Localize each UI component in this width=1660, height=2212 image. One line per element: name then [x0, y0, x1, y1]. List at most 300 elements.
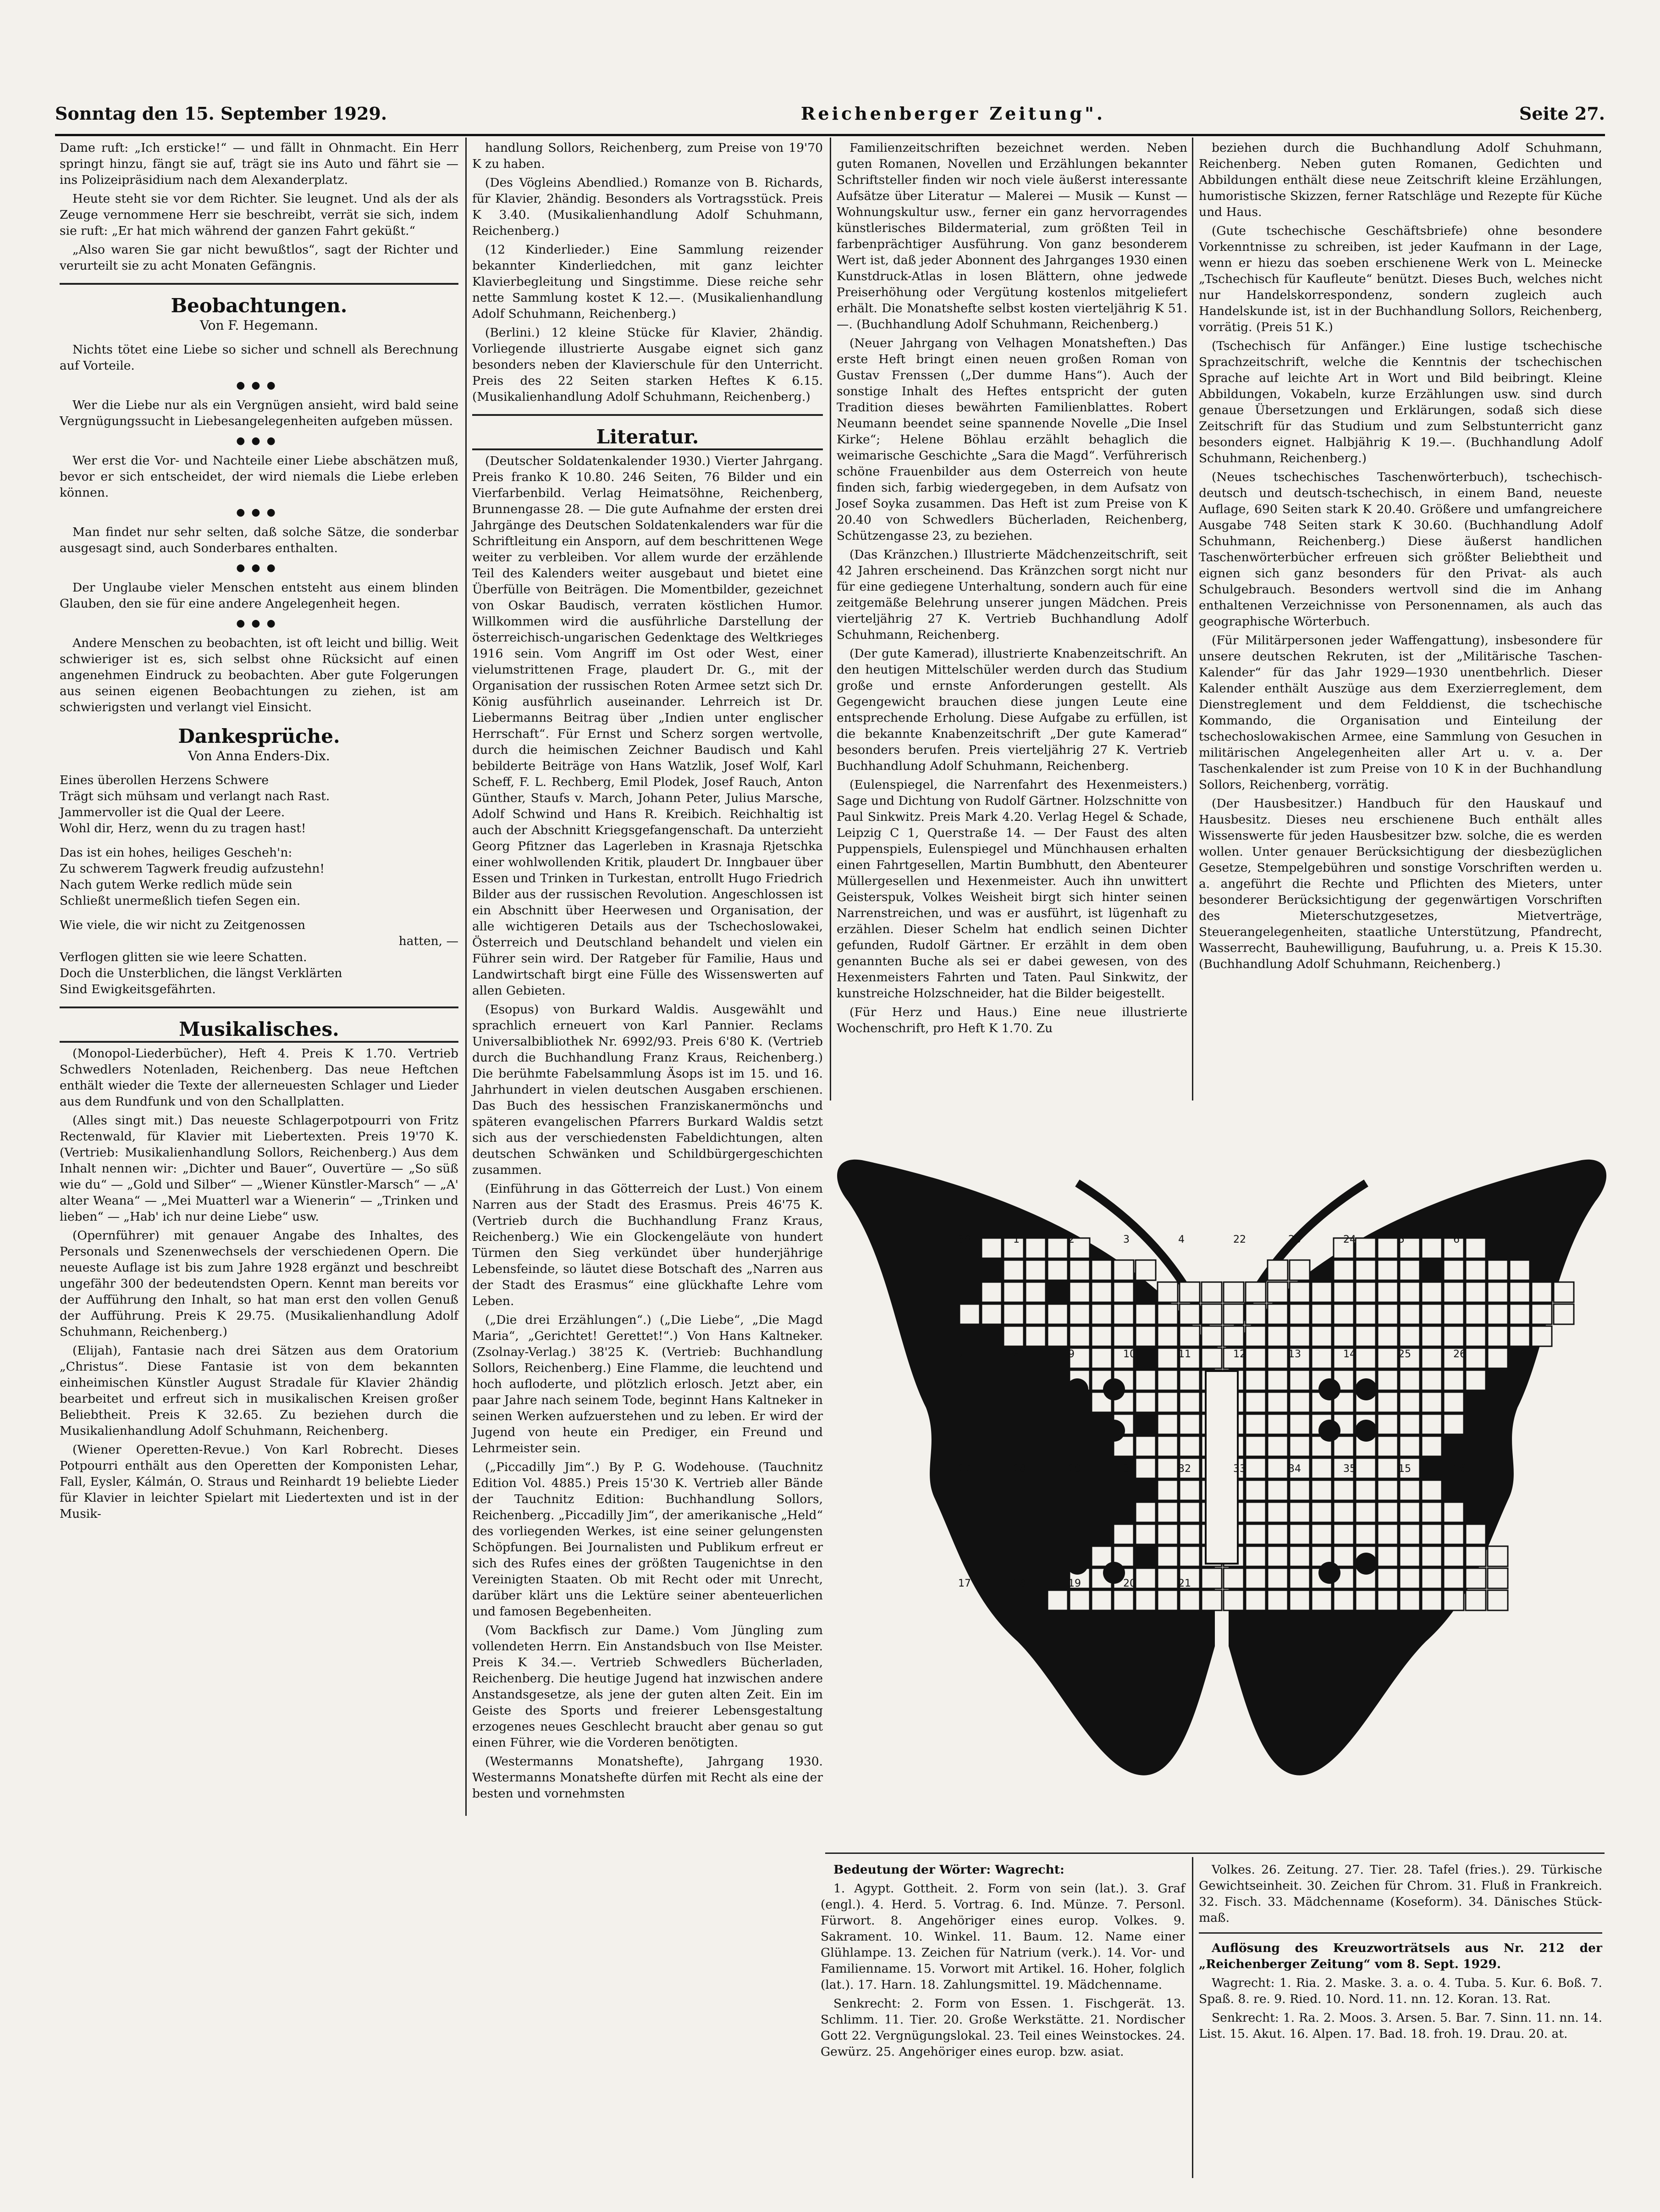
crossword-cell	[1180, 1546, 1200, 1566]
notice-item: (Der gute Kamerad), illustrierte Knabenzeitschrift. An den heutigen Mittelschüler werden durch das Studium große und ernste Anforderungen gestellt. Als Gegengewicht brauchen diese jungen Leute eine entsprechende Erholung. Diese Aufgabe zu erfüllen, ist die bekannte Knabenzeitschrift „Der gute Kamerad“ besonders berufen. Preis vierteljährig 27 K. Vertrieb Buchhandlung Adolf Schuhmann, Reichenberg.	[837, 647, 1187, 773]
crossword-cell	[1400, 1502, 1420, 1522]
aphorism-list	[60, 342, 458, 715]
music-notices	[60, 1045, 458, 1522]
crossword-cell	[1312, 1282, 1332, 1302]
crossword-cell	[1356, 1480, 1376, 1500]
notice-item: beziehen durch die Buchhandlung Adolf Schuhmann, Reichenberg. Neben guten Romanen, Gedichten und Abbildungen enthält diese neue Zeitschrift kleine Erzählungen, humoristische Skizzen, ferner Ratschläge und Rezepte für Küche und Haus.	[1199, 141, 1602, 219]
wing-spot	[1318, 1420, 1340, 1442]
crossword-cell	[1466, 1304, 1486, 1324]
crossword-cell	[1422, 1282, 1442, 1302]
crossword-cell	[1466, 1326, 1486, 1346]
crossword-cell	[1422, 1370, 1442, 1390]
cell-number: 35	[1343, 1463, 1356, 1475]
wing-spot	[1318, 1378, 1340, 1400]
crossword-cell	[1510, 1282, 1530, 1302]
crossword-cell	[1180, 1370, 1200, 1390]
crossword-cell	[1158, 1370, 1178, 1390]
wing-spot	[1066, 1420, 1088, 1442]
crossword-cell	[1356, 1502, 1376, 1522]
crossword-cell	[1268, 1304, 1288, 1324]
section-title-beobachtungen: Beobachtungen.	[171, 294, 347, 317]
crossword-cell	[1180, 1282, 1200, 1302]
crossword-cell	[1290, 1524, 1310, 1544]
crossword-cell	[1290, 1436, 1310, 1456]
cell-number: 11	[1178, 1349, 1191, 1360]
poem-line: hatten, —	[398, 934, 458, 948]
crossword-cell	[1092, 1260, 1112, 1280]
crossword-cell	[1268, 1282, 1288, 1302]
crossword-cell	[1092, 1326, 1112, 1346]
crossword-cell	[1488, 1568, 1508, 1588]
notice-item: (Wiener Operetten-Revue.) Von Karl Robrecht. Dieses Potpourri enthält aus den Operetten der Komponisten Lehar, Fall, Eysler, Kálmán, O. Straus und Reinhardt 19 beliebte Lieder für Klavier in leichter Spielart mit Liedertexten und ist in der Musik-	[60, 1443, 458, 1521]
page-header	[55, 103, 1605, 131]
notice-item: (Westermanns Monatshefte), Jahrgang 1930. Westermanns Monatshefte dürfen mit Recht als eine der besten und vornehmsten	[472, 1754, 823, 1801]
crossword-cell	[1158, 1502, 1178, 1522]
crossword-cell	[1444, 1414, 1464, 1434]
crossword-cell	[1092, 1304, 1112, 1324]
column-3	[837, 140, 1187, 1039]
column-2	[472, 140, 823, 1804]
notice-item: („Piccadilly Jim“.) By P. G. Wodehouse. (Tauchnitz Edition Vol. 4885.) Preis 15'30 K. Vertrieb aller Bände der Tauchnitz Edition: Buchhandlung Sollors, Reichenberg. „Piccadilly Jim“, der amerikanische „Held“ des vorliegenden Werkes, ist eine seiner gelungensten Schöpfungen. Bei Journalisten und Publikum erfreut er sich des Rufes eines der größten Taugenichtse in den Vereinigten Staaten. Ob mit Recht oder mit Unrecht, darüber klärt uns die Lektüre seiner abenteuerlichen und famosen Begebenheiten.	[472, 1460, 823, 1619]
crossword-cell	[1224, 1568, 1244, 1588]
crossword-cell	[1158, 1524, 1178, 1544]
notice-item: (Vom Backfisch zur Dame.) Vom Jüngling zum vollendeten Herrn. Ein Anstandsbuch von Ilse Meister. Preis K 34.—. Vertrieb Schwedlers Bücherladen, Reichenberg. Die heutige Jugend hat inzwischen andere Anstandsgesetze, als jene der guten alten Zeit. Ein im Geiste des Sports und freierer Lebensgestaltung erzogenes neues Geschlecht braucht aber genau so gut einen Führer, wie die Vorderen benötigten.	[472, 1623, 823, 1750]
crossword-cell	[1202, 1590, 1222, 1610]
crossword-cell	[1136, 1502, 1156, 1522]
wing-spot	[1066, 1378, 1088, 1400]
crossword-cell	[1158, 1282, 1178, 1302]
wing-spot	[1103, 1420, 1125, 1442]
clues-down-cont: Volkes. 26. Zeitung. 27. Tier. 28. Tafel (fries.). 29. Türkische Gewichtseinheit. 30. Zeichen für Chrom. 31. Fluß in Frankreich. 32. Fisch. 33. Mädchenname (Koseform). 34. Dänisches Stück-maß.	[1199, 1863, 1602, 1925]
crossword-cell	[1378, 1260, 1398, 1280]
wing-spot	[1355, 1420, 1377, 1442]
crossword-cell	[1444, 1546, 1464, 1566]
crossword-cell	[1334, 1282, 1354, 1302]
crossword-cell	[1158, 1414, 1178, 1434]
poem	[60, 772, 458, 997]
poem-line: Sind Ewigkeitsgefährten.	[60, 982, 216, 996]
crossword-cell	[1070, 1282, 1090, 1302]
crossword-cell	[1246, 1370, 1266, 1390]
crossword-cell	[1026, 1326, 1046, 1346]
column-divider	[830, 138, 831, 1100]
cell-number: 9	[1068, 1349, 1075, 1360]
crossword-cell	[1224, 1326, 1244, 1346]
crossword-cell	[1246, 1282, 1266, 1302]
crossword-cell	[1180, 1590, 1200, 1610]
crossword-cell	[1444, 1568, 1464, 1588]
crossword-cell	[1136, 1260, 1156, 1280]
cell-number: 18	[1013, 1578, 1026, 1589]
crossword-cell	[1158, 1546, 1178, 1566]
notice-item: (Einführung in das Götterreich der Lust.) Von einem Narren aus der Stadt des Erasmus. Preis 46'75 K. (Vertrieb durch die Buchhandlung Franz Kraus, Reichenberg.) Wie ein Glockengeläute von hundert Türmen den Sieg verkündet über hunderjährige Lebensfeinde, so läutet diese Botschaft des „Narren aus der Stadt des Erasmus“ eine glückhafte Lehre vom Leben.	[472, 1182, 823, 1308]
crossword-cell	[1246, 1326, 1266, 1346]
crossword-cell	[1136, 1304, 1156, 1324]
crossword-cell	[1312, 1502, 1332, 1522]
solution-down: Senkrecht: 1. Ra. 2. Moos. 3. Arsen. 5. Bar. 7. Sinn. 11. nn. 14. List. 15. Akut. 16. Alpen. 17. Bad. 18. froh. 19. Drau. 20. at.	[1199, 2011, 1602, 2041]
crossword-cell	[1488, 1348, 1508, 1368]
crossword-cell	[1312, 1480, 1332, 1500]
crossword-cell	[1268, 1370, 1288, 1390]
crossword-cell	[1378, 1238, 1398, 1258]
crossword-cell	[1356, 1590, 1376, 1610]
notice-item: (Neuer Jahrgang von Velhagen Monatsheften.) Das erste Heft bringt einen neuen großen Roman von Gustav Frenssen („Der dumme Hans“). Auch der sonstige Inhalt des Heftes entspricht der guten Tradition dieses bewährten Familienblattes. Robert Neumann beendet seine spannende Novelle „Die Insel Kirke“; Helene Böhlau erzählt behaglich die weimarische Geschichte „Sara die Magd“. Verführerisch schöne Frauenbilder aus dem Osterreich von heute finden sich, farbig wiedergegeben, in dem Aufsatz von Josef Soyka zusammen. Das Heft ist zum Preise von K 20.40 von Schwedlers Bücherladen, Reichenberg, Schützengasse 23, zu beziehen.	[837, 336, 1187, 543]
crossword-cell	[1334, 1304, 1354, 1324]
crossword-cell	[1114, 1304, 1134, 1324]
crossword-cell	[1356, 1524, 1376, 1544]
crossword-cell	[1444, 1304, 1464, 1324]
column-divider	[465, 138, 467, 1816]
wing-spot	[1103, 1378, 1125, 1400]
cell-number: 10	[1123, 1349, 1136, 1360]
poem-line: Das ist ein hohes, heiliges Gescheh'n:	[60, 846, 292, 860]
notice-item: (Der Hausbesitzer.) Handbuch für den Hauskauf und Hausbesitz. Dieses neu erschienene Buch enthält alles Wissenswerte für jeden Hausbesitzer bzw. solche, die es werden wollen. Unter genauer Berücksichtigung der diesbezüglichen Gesetze, Stempelgebühren und sonstige Vorschriften werden u. a. angeführt die Rechte und Pflichten des Mieters, unter besonderer Berücksichtigung der gegenwärtigen Vorschriften des Mieterschutzgesetzes, Mietverträge, Steuerangelegenheiten, staatliche Unterstützung, Pfandrecht, Wasserrecht, Bauhewilligung, Baufuhrung, u. a. Preis K 15.30. (Buchhandlung Adolf Schuhmann, Reichenberg.)	[1199, 796, 1602, 971]
crossword-cell	[1378, 1568, 1398, 1588]
crossword-cell	[1224, 1282, 1244, 1302]
crossword-cell	[1400, 1260, 1420, 1280]
column-1	[60, 140, 458, 1525]
byline: Von F. Hegemann.	[199, 318, 318, 333]
solution-across: Wagrecht: 1. Ria. 2. Maske. 3. a. o. 4. Tuba. 5. Kur. 6. Boß. 7. Spaß. 8. re. 9. Ried. 10. Nord. 11. nn. 12. Koran. 13. Rat.	[1199, 1976, 1602, 2006]
crossword-cell	[1158, 1348, 1178, 1368]
crossword-cell	[1466, 1546, 1486, 1566]
puzzle-clues	[821, 1862, 1185, 2063]
crossword-cell	[1400, 1546, 1420, 1566]
notice-item: Man findet nur sehr selten, daß solche Sätze, die sonderbar ausgesagt sind, auch Sonderbares enthalten.	[60, 525, 458, 555]
separator-dots: ●●●	[236, 562, 282, 574]
crossword-cell	[1004, 1304, 1024, 1324]
puzzle-clues-cont	[1199, 1862, 1602, 2045]
crossword-cell	[1400, 1524, 1420, 1544]
crossword-cell	[1378, 1348, 1398, 1368]
crossword-cell	[1356, 1458, 1376, 1478]
notice-item: (Gute tschechische Geschäftsbriefe) ohne besondere Vorkenntnisse zu schreiben, ist jeder Kaufmann in der Lage, wenn er hiezu das soeben erschienene Werk von L. Meinecke „Tschechisch für Kaufleute“ benützt. Dieses Buch, welches nicht nur Handelskorrespondenz, sondern zugleich auch Handelskunde ist, ist in der Buchhandlung Sollors, Reichenberg, vorrätig. (Preis 51 K.)	[1199, 224, 1602, 334]
crossword-cell	[1268, 1458, 1288, 1478]
poem-line: Verflogen glitten sie wie leere Schatten.	[60, 950, 307, 964]
crossword-cell	[1334, 1260, 1354, 1280]
crossword-cell	[1290, 1568, 1310, 1588]
crossword-cell	[1532, 1282, 1552, 1302]
crossword-cell	[960, 1304, 980, 1324]
crossword-cell	[1268, 1546, 1288, 1566]
crossword-cell	[1180, 1436, 1200, 1456]
crossword-cell	[1444, 1502, 1464, 1522]
crossword-cell	[1246, 1546, 1266, 1566]
masthead: Reichenberger Zeitung".	[800, 103, 1106, 124]
crossword-cell	[1422, 1392, 1442, 1412]
crossword-cell	[1268, 1568, 1288, 1588]
crossword-cell	[1136, 1392, 1156, 1412]
notice-item: (Für Militärpersonen jeder Waffengattung), insbesondere für unsere deutschen Rekruten, ist der „Militärische Taschen-Kalender“ für das Jahr 1929—1930 unentbehrlich. Dieser Kalender enthält Auszüge aus dem Exerzierreglement, dem Dienstreglement und dem Felddienst, die tschechische Kommando, die Organisation und Einteilung der tschechoslowakischen Armee, eine Sammlung von Gesuchen in militärischen Angelegenheiten aller Art u. v. a. Der Taschenkalender ist zum Preise von 10 K in der Buchhandlung Sollors, Reichenberg, vorrätig.	[1199, 633, 1602, 792]
crossword-cell	[1422, 1326, 1442, 1346]
crossword-cell	[1114, 1326, 1134, 1346]
crossword-cell	[1356, 1326, 1376, 1346]
crossword-cell	[1290, 1546, 1310, 1566]
crossword-cell	[1246, 1304, 1266, 1324]
crossword-cell	[1092, 1590, 1112, 1610]
notice-item: (Neues tschechisches Taschenwörterbuch), tschechisch-deutsch und deutsch-tschechisch, in einem Band, neueste Auflage, 690 Seiten stark K 20.40. Größere und umfangreichere Ausgabe 748 Seiten stark K 30.60. (Buchhandlung Adolf Schuhmann, Reichenberg.) Diese äußerst handlichen Taschenwörterbücher erfreuen sich größter Beliebtheit und eignen sich ganz besonders für den Privat- als auch Schulgebrauch. Besonders wertvoll sind die im Anhang enthaltenen Verzeichnisse von Personennamen, als auch das geographische Wörterbuch.	[1199, 470, 1602, 629]
clue-heading: Bedeutung der Wörter: Wagrecht:	[833, 1863, 1064, 1877]
crossword-cell	[1400, 1370, 1420, 1390]
crossword-cell	[1378, 1458, 1398, 1478]
crossword-cell	[1026, 1260, 1046, 1280]
crossword-cell	[1202, 1326, 1222, 1346]
crossword-cell	[1114, 1590, 1134, 1610]
crossword-cell	[1290, 1502, 1310, 1522]
poem-stanza	[60, 917, 458, 997]
crossword-cell	[1136, 1326, 1156, 1346]
crossword-cell	[1422, 1414, 1442, 1434]
cell-number: 12	[1233, 1349, 1246, 1360]
crossword-cell	[1246, 1524, 1266, 1544]
cell-number: 32	[1178, 1463, 1191, 1475]
crossword-cell	[1070, 1590, 1090, 1610]
crossword-cell	[1334, 1480, 1354, 1500]
notice-item: (Deutscher Soldatenkalender 1930.) Vierter Jahrgang. Preis franko K 10.80. 246 Seiten, 76 Bilder und ein Vierfarbenbild. Verlag Heimatsöhne, Reichenberg, Brunnengasse 28. — Die gute Aufnahme der ersten drei Jahrgänge des Deutschen Soldatenkalenders war für die Schriftleitung ein Ansporn, auf dem beschrittenen Wege weiter zu verbleiben. Vor allem wurde der erzählende Teil des Kalenders weiter ausgebaut und bietet eine Überfülle von Beiträgen. Die Momentbilder, gezeichnet von Oskar Baudisch, verraten köstlichen Humor. Willkommen wird die ausführliche Darstellung der österreichisch-ungarischen Gedenktage des Weltkrieges 1916 sein. Vom Angriff im Ost oder West, einer vielumstrittenen Frage, plaudert Dr. G., mit der Organisation der russischen Roten Armee setzt sich Dr. König ausführlich auseinander. Lehrreich ist Dr. Liebermanns Beitrag über „Indien unter englischer Herrschaft“. Für Ernst und Scherz sorgen wertvolle, durch die heimischen Zeichner Baudisch und Kahl bebilderte Beiträge von Hans Watzlik, Josef Wolf, Karl Scheff, F. L. Rechberg, Emil Plodek, Josef Rauch, Anton Günther, Staufs v. March, Johann Peter, Julius Marsche, Adolf Schwind und Hans R. Kreibich. Reichhaltig ist auch der Abschnitt Kriegsgefangenschaft. Da unterzieht Georg Pfitzner das Lagerleben in Krasnaja Rjetschka einer wohlwollenden Kritik, plaudert Dr. Inngbauer über Essen und Trinken in Turkestan, entrollt Hugo Friedrich Bilder aus der russischen Revolution. Angeschlossen ist ein Abschnitt über Heerwesen und Organisation, der alle wichtigeren Details aus der Tschechoslowakei, Österreich und Deutschland behandelt und vielen ein Führer sein wird. Der Ratgeber für Familie, Haus und Landwirtschaft birgt eine Fülle des Wissenswerten auf allen Gebieten.	[472, 454, 823, 998]
section-rule	[472, 448, 823, 450]
story-paragraph: „Also waren Sie gar nicht bewußtlos“, sagt der Richter und verurteilt sie zu acht Monaten Gefängnis.	[60, 243, 458, 273]
story-paragraph: Heute steht sie vor dem Richter. Sie leugnet. Und als der als Zeuge vernommene Herr sie beschreibt, verrät sie sich, indem sie ruft: „Er hat mich während der ganzen Fahrt geküßt.“	[60, 192, 458, 238]
crossword-cell	[1444, 1590, 1464, 1610]
clues-down: Senkrecht: 2. Form von Essen. 1. Fischgerät. 13. Schlimm. 11. Tier. 20. Große Werkstätte. 21. Nordischer Gott 22. Vergnügungslokal. 23. Teil eines Weinstockes. 24. Gewürz. 25. Angehöriger eines europ. bzw. asiat.	[821, 1996, 1185, 2059]
crossword-cell	[1246, 1502, 1266, 1522]
cell-number: 27	[958, 1463, 971, 1475]
notice-item: handlung Sollors, Reichenberg, zum Preise von 19'70 K zu haben.	[472, 141, 823, 171]
notice-item: (12 Kinderlieder.) Eine Sammlung reizender bekannter Kinderliedchen, mit ganz leichter Klavierbegleitung und Singstimme. Diese reiche sehr nette Sammlung kostet K 12.—. (Musikalienhandlung Adolf Schuhmann, Reichenberg.)	[472, 243, 823, 321]
section-title-literatur: Literatur.	[596, 426, 699, 448]
crossword-cell	[1202, 1348, 1222, 1368]
poem-line: Jammervoller ist die Qual der Leere.	[60, 805, 285, 819]
crossword-cell	[1290, 1326, 1310, 1346]
crossword-cell	[1136, 1370, 1156, 1390]
crossword-cell	[1400, 1304, 1420, 1324]
crossword-cell	[1378, 1546, 1398, 1566]
crossword-cell	[1026, 1282, 1046, 1302]
crossword-cell	[1466, 1238, 1486, 1258]
separator-dots: ●●●	[236, 435, 282, 447]
column-divider	[1192, 1857, 1193, 2178]
crossword-cell	[1400, 1392, 1420, 1412]
crossword-cell	[1554, 1304, 1574, 1324]
crossword-cell	[1180, 1502, 1200, 1522]
cell-number: 31	[1123, 1463, 1136, 1475]
crossword-cell	[1246, 1568, 1266, 1588]
solution-heading: Auflösung des Kreuzworträtsels aus Nr. 212 der „Reichenberger Zeitung“ vom 8. Sept. 1929.	[1199, 1941, 1602, 1971]
crossword-cell	[1400, 1480, 1420, 1500]
byline: Von Anna Enders-Dix.	[188, 748, 330, 763]
crossword-cell	[1400, 1436, 1420, 1456]
crossword-cell	[1510, 1304, 1530, 1324]
crossword-cell	[1158, 1304, 1178, 1324]
crossword-cell	[1444, 1282, 1464, 1302]
crossword-cell	[1400, 1282, 1420, 1302]
crossword-cell	[1422, 1238, 1442, 1258]
story-paragraph: Dame ruft: „Ich ersticke!“ — und fällt in Ohnmacht. Ein Herr springt hinzu, fängt sie auf, trägt sie ins Auto und fährt sie — ins Polizeipräsidium nach dem Alexanderplatz.	[60, 141, 458, 187]
crossword-cell	[1180, 1524, 1200, 1544]
crossword-cell	[982, 1282, 1002, 1302]
crossword-cell	[1488, 1260, 1508, 1280]
page-number: Seite 27.	[1519, 103, 1605, 124]
crossword-cell	[1312, 1458, 1332, 1478]
crossword-cell	[1048, 1238, 1068, 1258]
crossword-cell	[1378, 1436, 1398, 1456]
crossword-cell	[1092, 1348, 1112, 1368]
crossword-cell	[1290, 1304, 1310, 1324]
column-4	[1199, 140, 1602, 975]
literature-notices	[472, 453, 823, 1802]
cell-number: 6	[1453, 1234, 1460, 1245]
crossword-cell	[1290, 1392, 1310, 1412]
poem-line: Schließt unermeßlich tiefen Segen ein.	[60, 894, 301, 908]
section-rule	[60, 1041, 458, 1043]
crossword-cell	[1136, 1524, 1156, 1544]
crossword-cell	[1158, 1480, 1178, 1500]
header-rule	[55, 134, 1605, 136]
crossword-cell	[1466, 1590, 1486, 1610]
crossword-cell	[1136, 1590, 1156, 1610]
crossword-cell	[1180, 1480, 1200, 1500]
crossword-cell	[1158, 1458, 1178, 1478]
crossword-cell	[1378, 1326, 1398, 1346]
crossword-cell	[1180, 1326, 1200, 1346]
crossword-cell	[1422, 1304, 1442, 1324]
crossword-cell	[1378, 1480, 1398, 1500]
crossword-cell	[1466, 1568, 1486, 1588]
section-rule	[472, 414, 823, 416]
crossword-cell	[1246, 1348, 1266, 1368]
separator-dots: ●●●	[236, 618, 282, 629]
crossword-cell	[1422, 1568, 1442, 1588]
crossword-cell	[1488, 1304, 1508, 1324]
cell-number: 3	[1123, 1234, 1130, 1245]
clues-across: 1. Agypt. Gottheit. 2. Form von sein (lat.). 3. Graf (engl.). 4. Herd. 5. Vortrag. 6. Ind. Münze. 7. Personl. Fürwort. 8. Angehöriger eines europ. Volkes. 9. Sakrament. 10. Winkel. 11. Baum. 12. Name einer Glühlampe. 13. Zeichen für Natrium (verk.). 14. Vor- und Familienname. 15. Vorwort mit Artikel. 16. Hoher, folglich (lat.). 17. Harn. 18. Zahlungsmittel. 19. Mädchenname.	[821, 1881, 1185, 1992]
crossword-cell	[1312, 1326, 1332, 1346]
crossword-cell	[1290, 1260, 1310, 1280]
notice-item: Andere Menschen zu beobachten, ist oft leicht und billig. Weit schwieriger ist es, sich selbst ohne Rücksicht auf einen angenehmen Eindruck zu beobachten. Aber gute Folgerungen aus seinen eigenen Beobachtungen zu ziehen, ist am schwierigsten und verlangt viel Einsicht.	[60, 636, 458, 714]
crossword-cell	[1092, 1282, 1112, 1302]
poem-line: Zu schwerem Tagwerk freudig aufzustehn!	[60, 862, 325, 876]
crossword-cell	[1268, 1590, 1288, 1610]
separator-dots: ●●●	[236, 380, 282, 391]
crossword-cell	[1290, 1480, 1310, 1500]
crossword-cell	[1158, 1326, 1178, 1346]
crossword-cell	[982, 1238, 1002, 1258]
separator-dots: ●●●	[236, 507, 282, 518]
notice-item: (Monopol-Liederbücher), Heft 4. Preis K 1.70. Vertrieb Schwedlers Notenladen, Reichenberg. Das neue Heftchen enthält wieder die Texte der allerneuesten Schlager und Lieder aus dem Rundfunk und von den Schallplatten.	[60, 1046, 458, 1109]
crossword-cell	[1334, 1546, 1354, 1566]
cell-number: 20	[1123, 1578, 1136, 1589]
section-rule	[60, 283, 458, 285]
cell-number: 14	[1343, 1349, 1356, 1360]
crossword-cell	[1312, 1304, 1332, 1324]
crossword-cell	[1488, 1546, 1508, 1566]
cell-number: 30	[958, 1234, 971, 1245]
crossword-cell	[1378, 1414, 1398, 1434]
crossword-cell	[1444, 1326, 1464, 1346]
crossword-cell	[1378, 1524, 1398, 1544]
crossword-cell	[1290, 1414, 1310, 1434]
literature-notices-cont	[837, 140, 1187, 1036]
crossword-cell	[1488, 1590, 1508, 1610]
cell-number: 8	[1013, 1349, 1020, 1360]
cell-number: 13	[1288, 1349, 1301, 1360]
crossword-cell	[1466, 1348, 1486, 1368]
crossword-cell	[1400, 1326, 1420, 1346]
cell-number: 34	[1288, 1463, 1301, 1475]
crossword-cell	[1114, 1524, 1134, 1544]
crossword-cell	[1312, 1524, 1332, 1544]
crossword-cell	[1356, 1282, 1376, 1302]
crossword-cell	[1268, 1524, 1288, 1544]
puzzle-rule	[825, 1853, 1605, 1854]
poem-stanza	[60, 772, 458, 836]
notice-item: Wer erst die Vor- und Nachteile einer Liebe abschätzen muß, bevor er sich entscheidet, der wird niemals die Liebe erleben können.	[60, 453, 458, 500]
crossword-cell	[1158, 1590, 1178, 1610]
crossword-cell	[1400, 1590, 1420, 1610]
wing-spot	[1318, 1562, 1340, 1584]
crossword-cell	[1048, 1590, 1068, 1610]
notice-item: Nichts tötet eine Liebe so sicher und schnell als Berechnung auf Vorteile.	[60, 343, 458, 373]
notice-item: Der Unglaube vieler Menschen entsteht aus einem blinden Glauben, den sie für eine andere Angelegenheit hegen.	[60, 581, 458, 611]
crossword-cell	[1202, 1568, 1222, 1588]
poem-line: Wie viele, die wir nicht zu Zeitgenossen	[60, 918, 306, 932]
crossword-cell	[1246, 1458, 1266, 1478]
crossword-cell	[1246, 1590, 1266, 1610]
cell-number: 4	[1178, 1234, 1185, 1245]
crossword-cell	[1532, 1304, 1552, 1324]
crossword-cell	[1422, 1502, 1442, 1522]
crossword-cell	[1400, 1568, 1420, 1588]
cell-number: 5	[1398, 1234, 1405, 1245]
crossword-cell	[1268, 1392, 1288, 1412]
notice-item: (Berlini.) 12 kleine Stücke für Klavier, 2händig. Vorliegende illustrierte Ausgabe eignet sich ganz besonders neben der Klavierschule für den Unterricht. Preis des 22 Seiten starken Heftes K 6.15. (Musikalienhandlung Adolf Schuhmann, Reichenberg.)	[472, 326, 823, 404]
crossword-cell	[1158, 1436, 1178, 1456]
notice-item: (Eulenspiegel, die Narrenfahrt des Hexenmeisters.) Sage und Dichtung von Rudolf Gärtner. Holzschnitte von Paul Sinkwitz. Preis Mark 4.20. Verlag Hegel & Schade, Leipzig C 1, Querstraße 14. — Der Faust des alten Puppenspiels, Eulenspiegel und Münchhausen erhalten einen Fahrtgesellen, Martin Bumbhutt, den Abenteurer Müllergesellen und Hexenmeister. Auch ihn unwittert Geisterspuk, Volkes Weisheit birgt sich hinter seinen Narrenstreichen, und was er ausführt, ist lügenhaft zu erzählen. Dieser Schelm hat endlich seinen Dichter gefunden, Rudolf Gärtner. Er erzählt in dem oben genannten Buche als sei er dabei gewesen, von des Hexenmeisters Fahrten und Taten. Paul Sinkwitz, der kunstreiche Holzschneider, hat die Bilder beigestellt.	[837, 778, 1187, 1001]
cell-number: 28	[1013, 1463, 1026, 1475]
notice-item: (Opernführer) mit genauer Angabe des Inhaltes, des Personals und Szenenwechsels der verschiedenen Opern. Die neueste Auflage ist bis zum Jahre 1928 ergänzt und beschreibt ungefähr 300 der bedeutendsten Opern. Kennt man bereits vor der Aufführung den Inhalt, so hat man erst den vollen Genuß der Aufführung. Preis K 29.75. (Musikalienhandlung Adolf Schuhmann, Reichenberg.)	[60, 1228, 458, 1339]
section-title-dankesprueche: Dankesprüche.	[178, 725, 340, 747]
crossword-cell	[1334, 1502, 1354, 1522]
cell-number: 19	[1068, 1578, 1081, 1589]
crossword-cell	[1378, 1502, 1398, 1522]
crossword-cell	[1334, 1524, 1354, 1544]
cell-number: 25	[1398, 1349, 1411, 1360]
music-notices-cont	[472, 140, 823, 405]
crossword-cell	[1048, 1326, 1068, 1346]
notice-item: Familienzeitschriften bezeichnet werden. Neben guten Romanen, Novellen und Erzählungen bekannter Schriftsteller finden wir noch viele äußerst interessante Aufsätze über Literatur — Malerei — Musik — Kunst — Wohnungskultur usw., ferner ein ganz hervorragendes künstlerisches Bildermaterial, zum größten Teil in farbenprächtiger Ausführung. Von ganz besonderem Wert ist, daß jeder Abonnent des Jahrganges 1930 einen Kunstdruck-Atlas in losen Blättern, ohne jedwede Preiserhöhung oder Vergütung kostenlos mitgeliefert erhält. Die Monatshefte selbst kosten vierteljährig K 51.—. (Buchhandlung Adolf Schuhmann, Reichenberg.)	[837, 141, 1187, 332]
column-divider	[1192, 138, 1193, 1100]
crossword-cell	[1070, 1326, 1090, 1346]
crossword-cell	[1422, 1590, 1442, 1610]
crossword-cell	[1202, 1304, 1222, 1324]
crossword-cell	[1026, 1238, 1046, 1258]
cell-number: 29	[1068, 1463, 1081, 1475]
crossword-cell	[1246, 1436, 1266, 1456]
crossword-cell	[1444, 1392, 1464, 1412]
crossword-cell	[1224, 1304, 1244, 1324]
crossword-cell	[1136, 1458, 1156, 1478]
crossword-cell	[1268, 1480, 1288, 1500]
wing-spot	[1355, 1553, 1377, 1575]
crossword-cell	[1180, 1392, 1200, 1412]
crossword-cell	[1048, 1260, 1068, 1280]
crossword-cell	[1070, 1260, 1090, 1280]
crossword-cell	[1334, 1326, 1354, 1346]
crossword-cell	[1466, 1260, 1486, 1280]
crossword-cell	[1004, 1282, 1024, 1302]
wing-spot	[1066, 1553, 1088, 1575]
crossword-cell	[1532, 1326, 1552, 1346]
